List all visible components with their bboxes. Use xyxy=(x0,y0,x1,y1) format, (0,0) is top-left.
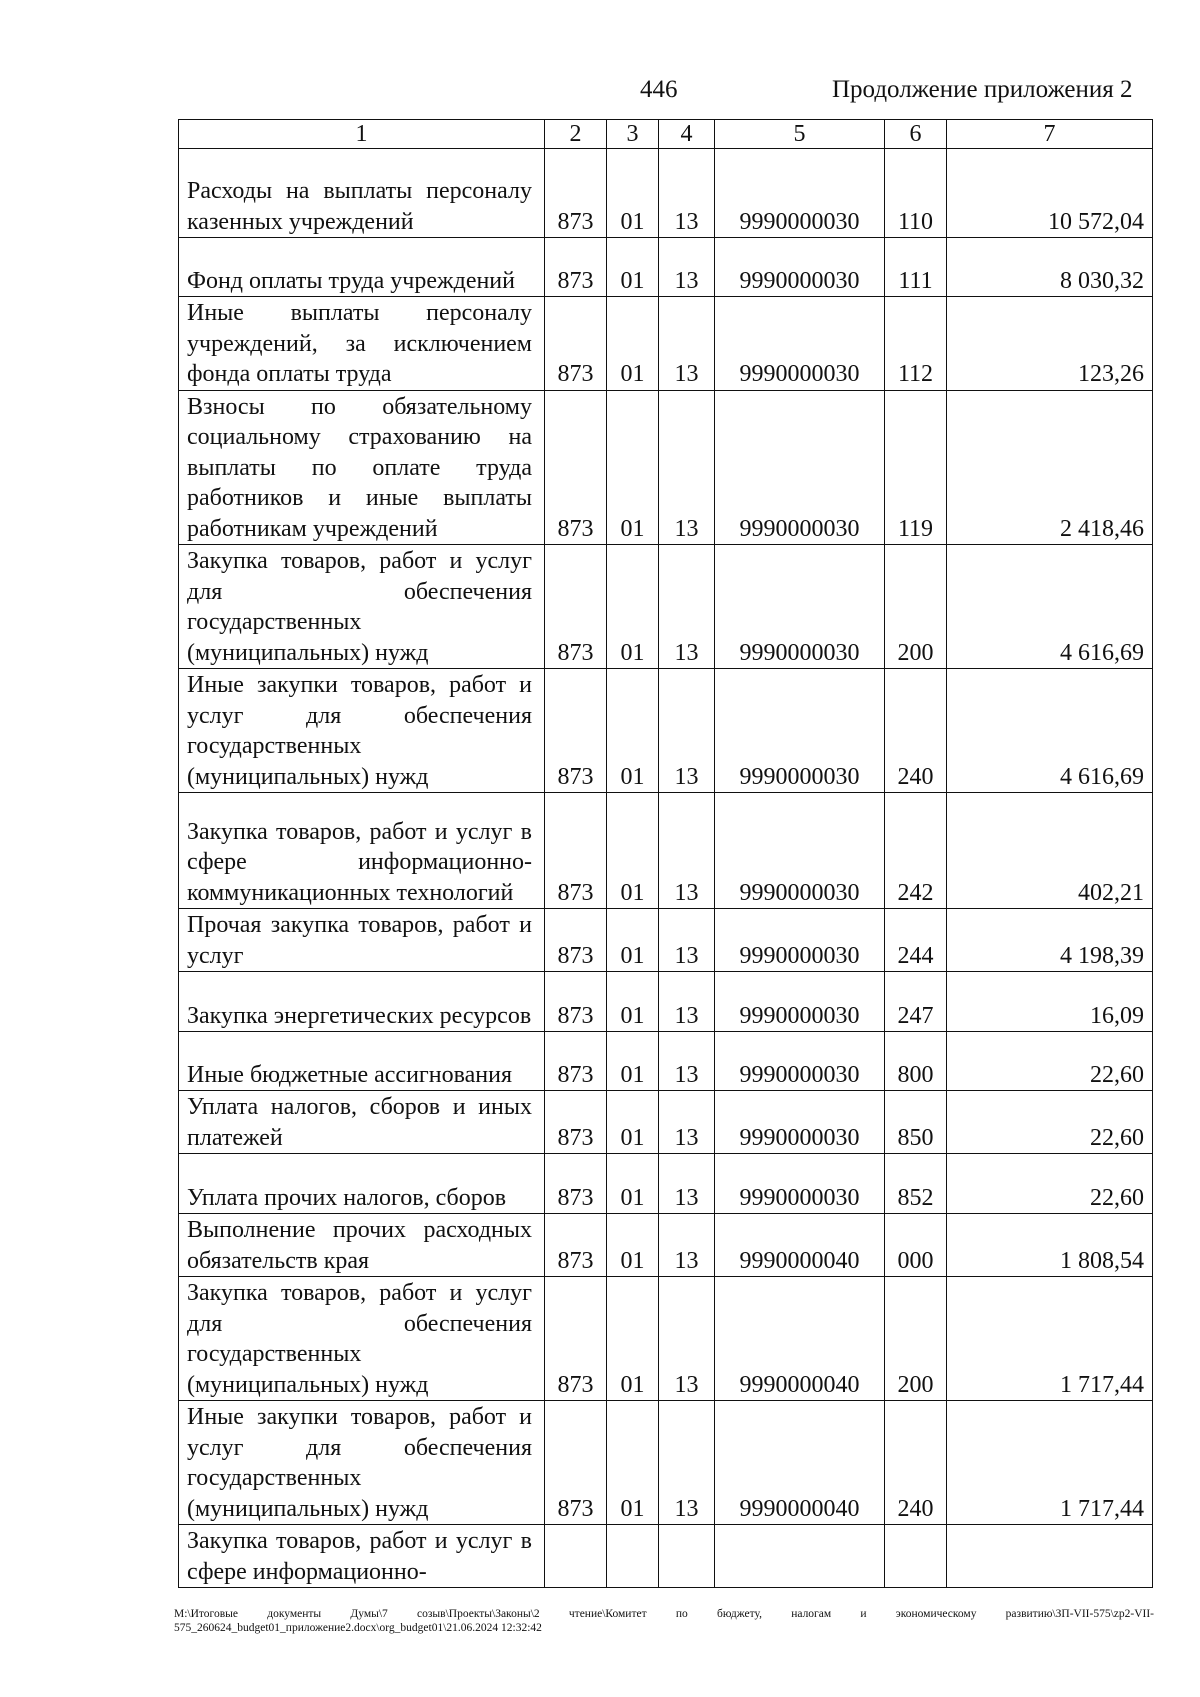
cell-sum: 8 030,32 xyxy=(947,238,1153,297)
cell-csr: 9990000030 xyxy=(715,793,885,909)
table-row xyxy=(179,297,1153,391)
cell-ved: 873 xyxy=(545,1032,607,1091)
cell-ved: 873 xyxy=(545,972,607,1032)
cell-name: Закупка товаров, работ и услуг в сфере информационно-коммуникационных технологий xyxy=(179,793,545,909)
cell-name: Иные бюджетные ассигнования xyxy=(179,1032,545,1091)
cell-sum: 1 808,54 xyxy=(947,1214,1153,1277)
cell-sum: 22,60 xyxy=(947,1154,1153,1214)
cell-name: Иные закупки товаров, работ и услуг для обеспечения государственных (муниципальных) нужд xyxy=(179,1401,545,1525)
cell-name: Закупка энергетических ресурсов xyxy=(179,972,545,1032)
cell-rz: 01 xyxy=(607,793,659,909)
table-row xyxy=(179,909,1153,972)
cell-name: Закупка товаров, работ и услуг для обеспечения государственных (муниципальных) нужд xyxy=(179,1277,545,1401)
cell-sum: 1 717,44 xyxy=(947,1401,1153,1525)
cell-ved: 873 xyxy=(545,1277,607,1401)
cell-pr: 13 xyxy=(659,1277,715,1401)
cell-rz: 01 xyxy=(607,297,659,391)
cell-rz: 01 xyxy=(607,909,659,972)
cell-rz: 01 xyxy=(607,1277,659,1401)
table-row xyxy=(179,1154,1153,1214)
cell-sum: 4 616,69 xyxy=(947,669,1153,793)
cell-pr: 13 xyxy=(659,149,715,238)
table-row xyxy=(179,669,1153,793)
cell-ved: 873 xyxy=(545,669,607,793)
cell-sum: 1 717,44 xyxy=(947,1277,1153,1401)
table-row xyxy=(179,149,1153,238)
page-number: 446 xyxy=(640,76,678,103)
cell-vr: 242 xyxy=(885,793,947,909)
cell-vr: 200 xyxy=(885,545,947,669)
cell-ved: 873 xyxy=(545,1154,607,1214)
cell-ved: 873 xyxy=(545,1401,607,1525)
cell-csr: 9990000030 xyxy=(715,149,885,238)
cell-rz: 01 xyxy=(607,545,659,669)
budget-table xyxy=(178,119,1153,1588)
cell-pr: 13 xyxy=(659,238,715,297)
cell-ved: 873 xyxy=(545,1091,607,1154)
cell-csr: 9990000030 xyxy=(715,297,885,391)
cell-pr: 13 xyxy=(659,1214,715,1277)
cell-pr: 13 xyxy=(659,972,715,1032)
column-header: 3 xyxy=(607,120,659,149)
cell-rz: 01 xyxy=(607,1214,659,1277)
cell-sum: 2 418,46 xyxy=(947,390,1153,545)
cell-csr: 9990000030 xyxy=(715,1032,885,1091)
cell-name: Выполнение прочих расходных обязательств края xyxy=(179,1214,545,1277)
cell-name: Уплата прочих налогов, сборов xyxy=(179,1154,545,1214)
cell-csr: 9990000030 xyxy=(715,545,885,669)
cell-name: Иные выплаты персоналу учреждений, за исключением фонда оплаты труда xyxy=(179,297,545,391)
table-row xyxy=(179,545,1153,669)
table-row xyxy=(179,1032,1153,1091)
table-row xyxy=(179,1214,1153,1277)
cell-rz xyxy=(607,1525,659,1588)
cell-pr: 13 xyxy=(659,545,715,669)
cell-name: Иные закупки товаров, работ и услуг для обеспечения государственных (муниципальных) нужд xyxy=(179,669,545,793)
cell-csr: 9990000030 xyxy=(715,669,885,793)
cell-csr: 9990000040 xyxy=(715,1277,885,1401)
cell-rz: 01 xyxy=(607,972,659,1032)
cell-name: Взносы по обязательному социальному страхованию на выплаты по оплате труда работников и иные выплаты работникам учреждений xyxy=(179,390,545,545)
cell-sum: 4 616,69 xyxy=(947,545,1153,669)
cell-pr: 13 xyxy=(659,390,715,545)
cell-ved: 873 xyxy=(545,545,607,669)
column-header: 4 xyxy=(659,120,715,149)
cell-csr: 9990000030 xyxy=(715,390,885,545)
cell-rz: 01 xyxy=(607,669,659,793)
cell-ved: 873 xyxy=(545,1214,607,1277)
cell-pr: 13 xyxy=(659,1401,715,1525)
cell-name: Закупка товаров, работ и услуг в сфере информационно- xyxy=(179,1525,545,1588)
column-header: 1 xyxy=(179,120,545,149)
table-row xyxy=(179,1091,1153,1154)
column-header: 5 xyxy=(715,120,885,149)
cell-rz: 01 xyxy=(607,1401,659,1525)
column-header: 2 xyxy=(545,120,607,149)
cell-rz: 01 xyxy=(607,390,659,545)
cell-pr: 13 xyxy=(659,1032,715,1091)
table-row xyxy=(179,390,1153,545)
cell-vr: 852 xyxy=(885,1154,947,1214)
cell-pr: 13 xyxy=(659,1154,715,1214)
cell-name: Прочая закупка товаров, работ и услуг xyxy=(179,909,545,972)
cell-ved: 873 xyxy=(545,149,607,238)
cell-csr: 9990000030 xyxy=(715,238,885,297)
cell-csr: 9990000030 xyxy=(715,972,885,1032)
table-row xyxy=(179,793,1153,909)
table-row xyxy=(179,972,1153,1032)
cell-pr: 13 xyxy=(659,909,715,972)
cell-name: Закупка товаров, работ и услуг для обеспечения государственных (муниципальных) нужд xyxy=(179,545,545,669)
cell-name: Уплата налогов, сборов и иных платежей xyxy=(179,1091,545,1154)
cell-sum: 402,21 xyxy=(947,793,1153,909)
cell-vr xyxy=(885,1525,947,1588)
continuation-heading: Продолжение приложения 2 xyxy=(832,76,1133,103)
cell-sum: 16,09 xyxy=(947,972,1153,1032)
cell-ved: 873 xyxy=(545,793,607,909)
cell-csr: 9990000040 xyxy=(715,1214,885,1277)
cell-vr: 800 xyxy=(885,1032,947,1091)
document-path-footer: M:\Итоговые документы Думы\7 созыв\Проекты\Законы\2 чтение\Комитет по бюджету, налогам и экономическому развитию\ЗП-VII-575\zp2-VII-575_260624_budget01_приложение2.docx\org_budget01\21.06.2024 12:32:42 xyxy=(174,1608,1154,1634)
cell-csr: 9990000030 xyxy=(715,1091,885,1154)
cell-vr: 200 xyxy=(885,1277,947,1401)
cell-vr: 244 xyxy=(885,909,947,972)
cell-rz: 01 xyxy=(607,1091,659,1154)
cell-vr: 240 xyxy=(885,1401,947,1525)
cell-vr: 112 xyxy=(885,297,947,391)
cell-sum: 10 572,04 xyxy=(947,149,1153,238)
column-header: 7 xyxy=(947,120,1153,149)
cell-ved: 873 xyxy=(545,297,607,391)
cell-sum: 22,60 xyxy=(947,1032,1153,1091)
cell-vr: 850 xyxy=(885,1091,947,1154)
cell-ved xyxy=(545,1525,607,1588)
cell-name: Расходы на выплаты персоналу казенных учреждений xyxy=(179,149,545,238)
cell-vr: 110 xyxy=(885,149,947,238)
cell-ved: 873 xyxy=(545,390,607,545)
cell-pr xyxy=(659,1525,715,1588)
cell-csr: 9990000030 xyxy=(715,1154,885,1214)
column-header: 6 xyxy=(885,120,947,149)
cell-pr: 13 xyxy=(659,669,715,793)
cell-ved: 873 xyxy=(545,238,607,297)
cell-name: Фонд оплаты труда учреждений xyxy=(179,238,545,297)
cell-rz: 01 xyxy=(607,238,659,297)
cell-csr: 9990000040 xyxy=(715,1401,885,1525)
cell-csr: 9990000030 xyxy=(715,909,885,972)
cell-vr: 240 xyxy=(885,669,947,793)
cell-vr: 111 xyxy=(885,238,947,297)
cell-pr: 13 xyxy=(659,793,715,909)
cell-sum xyxy=(947,1525,1153,1588)
cell-ved: 873 xyxy=(545,909,607,972)
table-row xyxy=(179,1277,1153,1401)
cell-csr xyxy=(715,1525,885,1588)
table-header-row xyxy=(179,120,1153,149)
table-row xyxy=(179,238,1153,297)
cell-pr: 13 xyxy=(659,297,715,391)
cell-pr: 13 xyxy=(659,1091,715,1154)
cell-vr: 247 xyxy=(885,972,947,1032)
cell-rz: 01 xyxy=(607,1154,659,1214)
cell-rz: 01 xyxy=(607,149,659,238)
cell-rz: 01 xyxy=(607,1032,659,1091)
cell-sum: 22,60 xyxy=(947,1091,1153,1154)
table-row xyxy=(179,1525,1153,1588)
cell-sum: 4 198,39 xyxy=(947,909,1153,972)
cell-sum: 123,26 xyxy=(947,297,1153,391)
table-row xyxy=(179,1401,1153,1525)
cell-vr: 119 xyxy=(885,390,947,545)
cell-vr: 000 xyxy=(885,1214,947,1277)
